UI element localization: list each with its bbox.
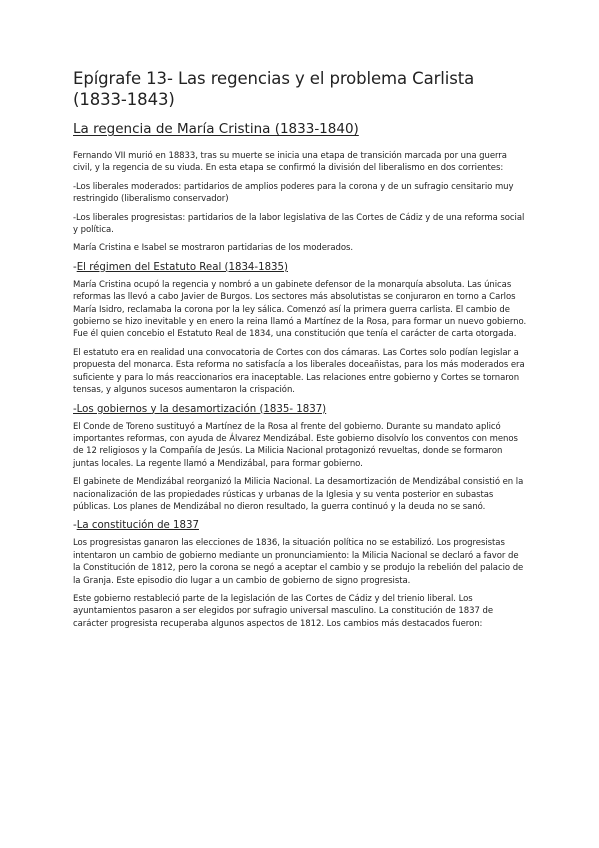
heading-prefix: -	[73, 520, 77, 532]
paragraph: Este gobierno restableció parte de la legislación de las Cortes de Cádiz y del trienio liberal. Los ayuntamientos pasaron a ser elegidos por sufragio universal masculino. La constitución de 1837 de carácter progresista recuperaba algunos aspectos de 1812. Los cambios más destacados fueron:	[73, 593, 493, 629]
paragraph: -Los liberales moderados: partidarios de amplios poderes para la corona y de un sufragio censitario muy restringido (liberalismo conservador)	[73, 181, 514, 205]
paragraph: Fernando VII murió en 18833, tras su muerte se inicia una etapa de transición marcada por una guerra civil, y la regencia de su viuda. En esta etapa se confirmó la división del liberalismo en dos corrientes:	[73, 151, 507, 174]
paragraph: El Conde de Toreno sustituyó a Martínez de la Rosa al frente del gobierno. Durante su mandato aplicó importantes reformas, con ayuda de Álvarez Mendizábal. Este gobierno disolvío los conventos con menos de 12 religiosos y la Compañía de Jesús. La Milicia Nacional protagonizó revueltas, donde se formaron juntas locales. La regente llamó a Mendizábal, para formar gobierno.	[73, 421, 518, 469]
paragraph: El gabinete de Mendizábal reorganizó la Milicia Nacional. La desamortización de Mendizábal consistió en la nacionalización de las propiedades rústicas y urbanas de la Iglesia y su venta posterior en subastas públicas. Los planes de Mendizábal no dieron resultado, la guerra continuó y la deuda no se sanó.	[73, 477, 524, 512]
paragraph: María Cristina ocupó la regencia y nombró a un gabinete defensor de la monarquía absoluta. Las únicas reformas las llevó a cabo Javier de Burgos. Los sectores más absolutistas se conjuraron en torno a Carlos María Isidro, reclamaba la corona por la ley sálica. Comenzó así la primera guerra carlista. El cambio de gobierno se hizo inevitable y en enero la reina llamó a Martínez de la Rosa, para formar un nuevo gobierno. Fue él quien concebio el Estatuto Real de 1834, una constitución que tenía el carácter de carta otorgada.	[73, 279, 527, 340]
paragraph: Los progresistas ganaron las elecciones de 1836, la situación política no se estabilizó. Los progresistas intentaron un cambio de gobierno mediante un pronunciamiento: la Milicia Nacional se declaró a favor de la Constitución de 1812, pero la corona se negó a aceptar el cambio y se produjo la rebelión del palacio de la Granja. Este episodio dio lugar a un cambio de gobierno de signo progresista.	[73, 538, 524, 586]
heading-prefix: -	[73, 261, 77, 273]
heading-text: -Los gobiernos y la desamortización (1835- 1837)	[73, 403, 327, 415]
paragraph: El estatuto era en realidad una convocatoria de Cortes con dos cámaras. Las Cortes solo podían legislar a propuesta del monarca. Esta reforma no satisfacía a los liberales doceañistas, para los más moderados era suficiente y para lo más reaccionarios era inaceptable. Las relaciones entre gobierno y Cortes se tornaron tensas, y algunos sucesos aumentaron la crispación.	[73, 347, 525, 396]
section-heading-regencia: La regencia de María Cristina (1833-1840)	[73, 121, 359, 137]
heading-text: La constitución de 1837	[76, 520, 199, 532]
paragraph: -Los liberales progresistas: partidarios de la labor legislativa de las Cortes de Cádiz y de una reforma social y política.	[73, 212, 525, 236]
paragraph: María Cristina e Isabel se mostraron partidarias de los moderados.	[73, 243, 354, 254]
subsection-heading-estatuto	[73, 261, 527, 274]
document-title: Epígrafe 13- Las regencias y el problema Carlista (1833-1843)	[73, 69, 475, 109]
heading-text: El régimen del Estatuto Real (1834-1835)	[76, 261, 288, 273]
subsection-heading-desamortizacion	[73, 403, 527, 416]
subsection-heading-constitucion	[73, 519, 527, 532]
document-page	[73, 68, 527, 636]
